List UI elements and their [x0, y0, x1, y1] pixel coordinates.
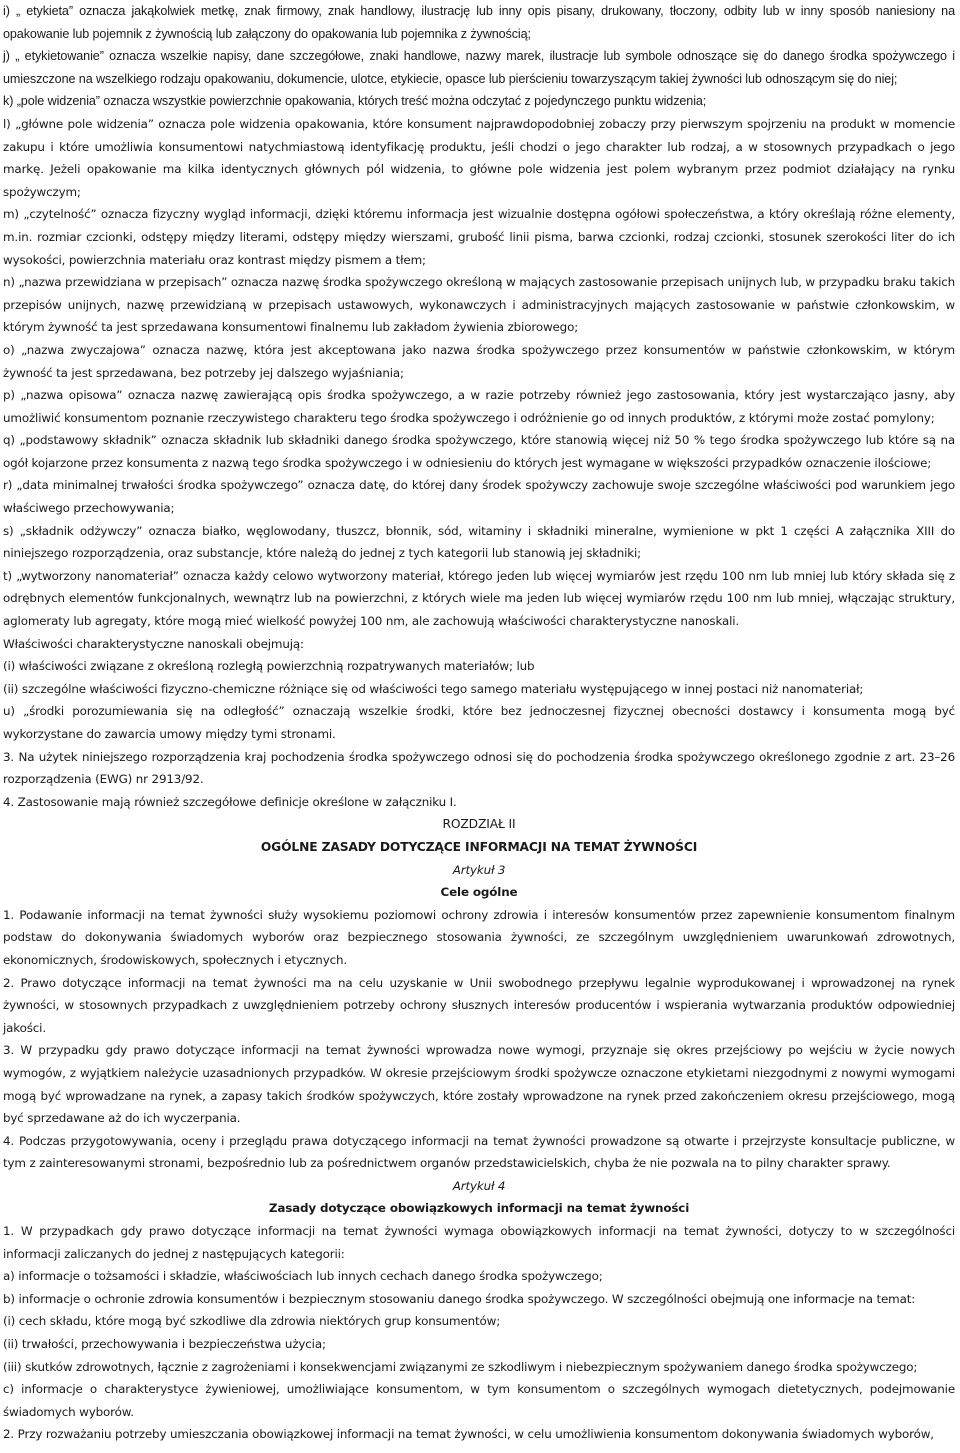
paragraph: Cele ogólne [440, 885, 518, 900]
paragraph: l) „główne pole widzenia” oznacza pole widzenia opakowania, które konsument najprawdopodobniej zobaczy przy pierwszym spojrzeniu na produkt w momencie zakupu i które umożliwia konsumentowi natychmiastową identyfikację produktu, jeśli chodzi o jego charakter lub rodzaj, a w stosownych przypadkach o jego markę. Jeżeli opakowanie ma kilka identycznych głównych pól widzenia, to główne pole widzenia jest polem wybranym przez podmiot działający na rynku spożywczym; [3, 116, 955, 199]
paragraph: 2. Przy rozważaniu potrzeby umieszczania obowiązkowej informacji na temat żywności, w celu umożliwienia konsumentom dokonywania świadomych wyborów, [3, 1427, 934, 1442]
paragraph: t) „wytworzony nanomateriał” oznacza każdy celowo wytworzony materiał, którego jeden lub więcej wymiarów jest rzędu 100 nm lub mniej lub który składa się z odrębnych elementów funkcjonalnych, wewnątrz lub na powierzchni, z których wiele ma jeden lub więcej wymiarów rzędu 100 nm lub mniej, włączając struktury, aglomeraty lub agregaty, które mogą mieć wielkość powyżej 100 nm, ale zachowują właściwości charakterystyczne nanoskali. [3, 568, 955, 629]
paragraph: (iii) skutków zdrowotnych, łącznie z zagrożeniami i konsekwencjami związanymi ze szkodliwym i niebezpiecznym spożywaniem danego środka spożywczego; [3, 1359, 918, 1374]
document-page [3, 0, 955, 1446]
paragraph: Artykuł 3 [452, 862, 506, 877]
paragraph: Artykuł 4 [452, 1178, 506, 1193]
paragraph: (i) cech składu, które mogą być szkodliwe dla zdrowia niektórych grup konsumentów; [3, 1314, 501, 1329]
paragraph: 3. Na użytek niniejszego rozporządzenia kraj pochodzenia środka spożywczego odnosi się do pochodzenia środka spożywczego określonego zgodnie z art. 23–26 rozporządzenia (EWG) nr 2913/92. [3, 749, 955, 787]
paragraph: (ii) trwałości, przechowywania i bezpieczeństwa użycia; [3, 1337, 326, 1352]
paragraph: (ii) szczególne właściwości fizyczno-chemiczne różniące się od właściwości tego samego materiału występującego w innej postaci niż nanomateriał; [3, 681, 864, 696]
paragraph: 1. W przypadkach gdy prawo dotyczące informacji na temat żywności wymaga obowiązkowych informacji na temat żywności, dotyczy to w szczególności informacji zaliczanych do jednej z następujących kategorii: [3, 1224, 955, 1261]
paragraph: Właściwości charakterystyczne nanoskali obejmują: [3, 636, 304, 651]
paragraph: k) „pole widzenia” oznacza wszystkie powierzchnie opakowania, których treść można odczytać z pojedynczego punktu widzenia; [3, 94, 707, 109]
paragraph: n) „nazwa przewidziana w przepisach” oznacza nazwę środka spożywczego określoną w mających zastosowanie przepisach unijnych lub, w przypadku braku takich przepisów unijnych, nazwę przewidzianą w przepisach ustawowych, wykonawczych i administracyjnych mających zastosowanie w państwie członkowskim, w którym żywność ta jest sprzedawana konsumentowi finalnemu lub zakładom żywienia zbiorowego; [3, 275, 956, 335]
paragraph: q) „podstawowy składnik” oznacza składnik lub składniki danego środka spożywczego, które stanowią więcej niż 50 % tego środka spożywczego lub które są na ogół kojarzone przez konsumenta z nazwą tego środka spożywczego i w odniesieniu do których jest wymagane w większości przypadków oznaczenie ilościowe; [3, 433, 955, 470]
paragraph: a) informacje o tożsamości i składzie, właściwościach lub innych cechach danego środka spożywczego; [3, 1269, 603, 1284]
paragraph: o) „nazwa zwyczajowa” oznacza nazwę, która jest akceptowana jako nazwa środka spożywczego przez konsumentów w państwie członkowskim, w którym żywność ta jest sprzedawana, bez potrzeby jej dalszego wyjaśniania; [3, 342, 955, 380]
paragraph: j) „ etykietowanie” oznacza wszelkie napisy, dane szczegółowe, znaki handlowe, nazwy marek, ilustracje lub symbole odnoszące się do danego środka spożywczego i umieszczone na wszelkiego rodzaju opakowaniu, dokumencie, ulotce, etykiecie, opasce lub pierścieniu towarzyszącym takiej żywności lub odnoszącym się do niej; [3, 49, 955, 86]
paragraph: u) „środki porozumiewania się na odległość” oznaczają wszelkie środki, które bez jednoczesnej fizycznej obecności dostawcy i konsumenta mogą być wykorzystane do zawarcia umowy między tymi stronami. [3, 704, 955, 741]
paragraph: r) „data minimalnej trwałości środka spożywczego” oznacza datę, do której dany środek spożywczy zachowuje swoje szczególne właściwości pod warunkiem jego właściwego przechowywania; [3, 478, 955, 516]
paragraph: 2. Prawo dotyczące informacji na temat żywności ma na celu uzyskanie w Unii swobodnego przepływu legalnie wyprodukowanej i wprowadzonej na rynek żywności, w stosownych przypadkach z uwzględnieniem potrzeby ochrony słusznych interesów producentów i wspierania wytwarzania produktów odpowiedniej jakości. [3, 975, 955, 1035]
paragraph: i) „ etykieta” oznacza jakąkolwiek metkę, znak firmowy, znak handlowy, ilustrację lub inny opis pisany, drukowany, tłoczony, odbity lub w inny sposób naniesiony na opakowanie lub pojemnik z żywnością lub załączony do opakowania lub pojemnika z żywnością; [3, 4, 955, 41]
paragraph: Zasady dotyczące obowiązkowych informacji na temat żywności [268, 1201, 690, 1216]
paragraph: m) „czytelność” oznacza fizyczny wygląd informacji, dzięki któremu informacja jest wizualnie dostępna ogółowi społeczeństwa, a który określają różne elementy, m.in. rozmiar czcionki, odstępy między literami, odstępy między wierszami, grubość linii pisma, barwa czcionki, rodzaj czcionki, stosunek szerokości liter do ich wysokości, powierzchnia materiału oraz kontrast między pismem a tłem; [3, 207, 955, 267]
paragraph: b) informacje o ochronie zdrowia konsumentów i bezpiecznym stosowaniu danego środka spożywczego. W szczególności obejmują one informacje na temat: [3, 1291, 916, 1306]
paragraph: 1. Podawanie informacji na temat żywności służy wysokiemu poziomowi ochrony zdrowia i interesów konsumentów przez zapewnienie konsumentom finalnym podstaw do dokonywania świadomych wyborów oraz bezpiecznego stosowania żywności, ze szczególnym uwzględnieniem uwarunkowań zdrowotnych, ekonomicznych, środowiskowych, społecznych i etycznych. [3, 907, 955, 967]
paragraph: s) „składnik odżywczy” oznacza białko, węglowodany, tłuszcz, błonnik, sód, witaminy i składniki mineralne, wymienione w pkt 1 części A załącznika XIII do niniejszego rozporządzenia, oraz substancje, które należą do jednej z tych kategorii lub stanowią jej składniki; [3, 523, 955, 561]
paragraph: c) informacje o charakterystyce żywieniowej, umożliwiające konsumentom, w tym konsumentom o szczególnych wymogach dietetycznych, podejmowanie świadomych wyborów. [3, 1382, 955, 1419]
paragraph: 3. W przypadku gdy prawo dotyczące informacji na temat żywności wprowadza nowe wymogi, przyznaje się okres przejściowy po wejściu w życie nowych wymogów, z wyjątkiem należycie uzasadnionych przypadków. W okresie przejściowym środki spożywcze oznaczone etykietami niezgodnymi z nowymi wymogami mogą być wprowadzane na rynek, a zapasy takich środków spożywczych, które zostały wprowadzone na rynek przed zakończeniem okresu przejściowego, mogą być sprzedawane aż do ich wyczerpania. [3, 1043, 955, 1126]
paragraph: 4. Podczas przygotowywania, oceny i przeglądu prawa dotyczącego informacji na temat żywności prowadzone są otwarte i przejrzyste konsultacje publiczne, w tym z zainteresowanymi stronami, bezpośrednio lub za pośrednictwem organów przedstawicielskich, chyba że nie pozwala na to pilny charakter sprawy. [3, 1133, 955, 1171]
paragraph: 4. Zastosowanie mają również szczegółowe definicje określone w załączniku I. [3, 794, 457, 809]
paragraph: ROZDZIAŁ II [442, 817, 516, 832]
paragraph: p) „nazwa opisowa” oznacza nazwę zawierającą opis środka spożywczego, a w razie potrzeby również jego zastosowania, który jest wystarczająco jasny, aby umożliwić konsumentom poznanie rzeczywistego charakteru tego środka spożywczego i odróżnienie go od innych produktów, z którymi może zostać pomylony; [3, 388, 955, 425]
paragraph: (i) właściwości związane z określoną rozległą powierzchnią rozpatrywanych materiałów; lub [3, 659, 535, 674]
paragraph: OGÓLNE ZASADY DOTYCZĄCE INFORMACJI NA TEMAT ŻYWNOŚCI [260, 839, 698, 854]
